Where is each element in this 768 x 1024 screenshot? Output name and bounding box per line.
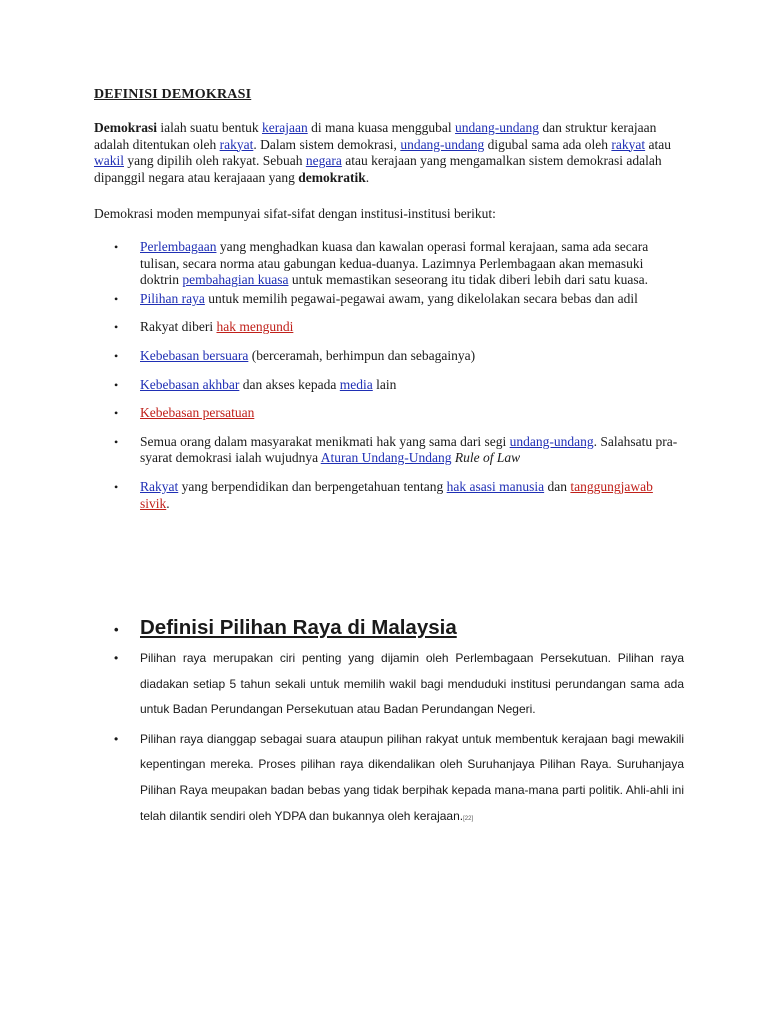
bullet-icon: • [114,651,119,665]
link-rakyat-3[interactable]: Rakyat [140,478,179,494]
link-media[interactable]: media [339,376,373,392]
section-title: DEFINISI DEMOKRASI [94,87,252,102]
link-negara[interactable]: negara [305,153,342,169]
link-rakyat-2[interactable]: rakyat [611,136,646,152]
link-pilihan-raya[interactable]: Pilihan raya [140,290,205,306]
section-demokrasi [94,86,684,512]
bullet-icon: • [114,434,119,449]
link-hak-mengundi[interactable]: hak mengundi [216,319,294,335]
bullet-icon: • [114,377,119,392]
bullet-icon: • [114,479,119,494]
bullet-icon: • [114,239,119,254]
list-item-kebebasan-persatuan [94,405,684,422]
list-item-kebebasan-bersuara: • Kebebasan bersuara (berceramah, berhimpun dan sebagainya) [114,347,476,363]
intro-paragraph: Demokrasi ialah suatu bentuk kerajaan di mana kuasa menggubal undang-undang dan struktur kerajaan adalah ditentukan oleh rakyat. Dalam sistem demokrasi, undang-undang digubal sama ada oleh rakyat atau wakil yang dipilih oleh rakyat. Sebuah negara atau kerajaan yang mengamalkan sistem demokrasi adalah dipanggil negara atau kerajaaan yang demokratik. [94,120,671,185]
bullet-icon: • [114,348,119,363]
list-item-rakyat: • Rakyat yang berpendidikan dan berpengetahuan tentang hak asasi manusia dan tanggungjawab sivik. [114,478,653,511]
list-item-hak-mengundi: • Rakyat diberi hak mengundi [114,319,294,335]
list-item-paragraph-1: • Pilihan raya merupakan ciri penting yang dijamin oleh Perlembagaan Persekutuan. Pilihan raya diadakan setiap 5 tahun sekali untuk memilih wakil bagi menduduki institusi perundangan sama ada untuk Badan Perundangan Persekutuan atau Badan Perundangan Negeri. [94,646,684,723]
link-undang-undang[interactable]: undang-undang [455,120,540,135]
bullet-icon: • [114,320,119,335]
link-rakyat[interactable]: rakyat [219,136,254,152]
intro-paragraph-2: Demokrasi moden mempunyai sifat-sifat dengan institusi-institusi berikut: [94,206,496,222]
link-perlembagaan[interactable]: Perlembagaan [140,238,217,254]
link-aturan-undang-undang[interactable]: Aturan Undang-Undang [320,450,452,466]
section-pilihan-raya [94,614,684,832]
features-list [94,239,684,512]
list-item-pilihan-raya: • Pilihan raya untuk memilih pegawai-pegawai awam, yang dikelolakan secara bebas dan adil [114,290,638,306]
link-kerajaan[interactable]: kerajaan [261,120,308,135]
heading-text: Definisi Pilihan Raya di Malaysia [140,616,457,639]
link-undang-undang-2[interactable]: undang-undang [400,136,485,152]
bullet-icon: • [114,731,119,746]
pilihan-raya-list [94,646,684,832]
link-pembahagian-kuasa[interactable]: pembahagian kuasa [182,272,289,288]
link-tanggungjawab-sivik[interactable]: tanggungjawab sivik [140,478,653,511]
reference-marker[interactable]: [22] [463,815,474,822]
list-item-paragraph-2: • Pilihan raya dianggap sebagai suara ataupun pilihan rakyat untuk membentuk kerajaan bagi mewakili kepentingan mereka. Proses pilihan raya dikendalikan oleh Suruhanjaya Pilihan Raya. Suruhanjaya Pilihan Raya meupakan badan bebas yang tidak berpihak kepada mana-mana parti politik. Ahli-ahli ini telah dilantik sendiri oleh YDPA dan bukannya oleh kerajaan.[22] [94,727,684,832]
link-kebebasan-akhbar[interactable]: Kebebasan akhbar [140,376,240,392]
link-wakil[interactable]: wakil [94,153,124,169]
bullet-icon: • [114,291,119,306]
term-demokrasi: Demokrasi [94,120,157,135]
link-kebebasan-bersuara[interactable]: Kebebasan bersuara [140,347,249,363]
link-undang-undang-3[interactable]: undang-undang [509,433,594,449]
term-demokratik: demokratik [298,169,366,185]
term-rule-of-law: Rule of Law [454,450,521,466]
link-hak-asasi-manusia[interactable]: hak asasi manusia [446,478,545,494]
bullet-icon: • [114,406,119,421]
list-item-kebebasan-akhbar: • Kebebasan akhbar dan akses kepada media lain [114,376,397,392]
link-kebebasan-persatuan[interactable]: Kebebasan persatuan [140,405,255,421]
list-item-undang-undang: • Semua orang dalam masyarakat menikmati hak yang sama dari segi undang-undang. Salahsatu pra-syarat demokrasi ialah wujudnya Aturan Undang-Undang Rule of Law [114,433,678,466]
bullet-icon: • [114,622,119,637]
list-item-perlembagaan: • Perlembagaan yang menghadkan kuasa dan kawalan operasi formal kerajaan, sama ada secara tulisan, secara norma atau gabungan kedua-duanya. Lazimnya Perlembagaan akan memasuki doktrin pembahagian kuasa untuk memastikan seseorang itu tidak diberi lebih dari satu kuasa. [114,238,649,288]
section-heading [94,614,684,642]
